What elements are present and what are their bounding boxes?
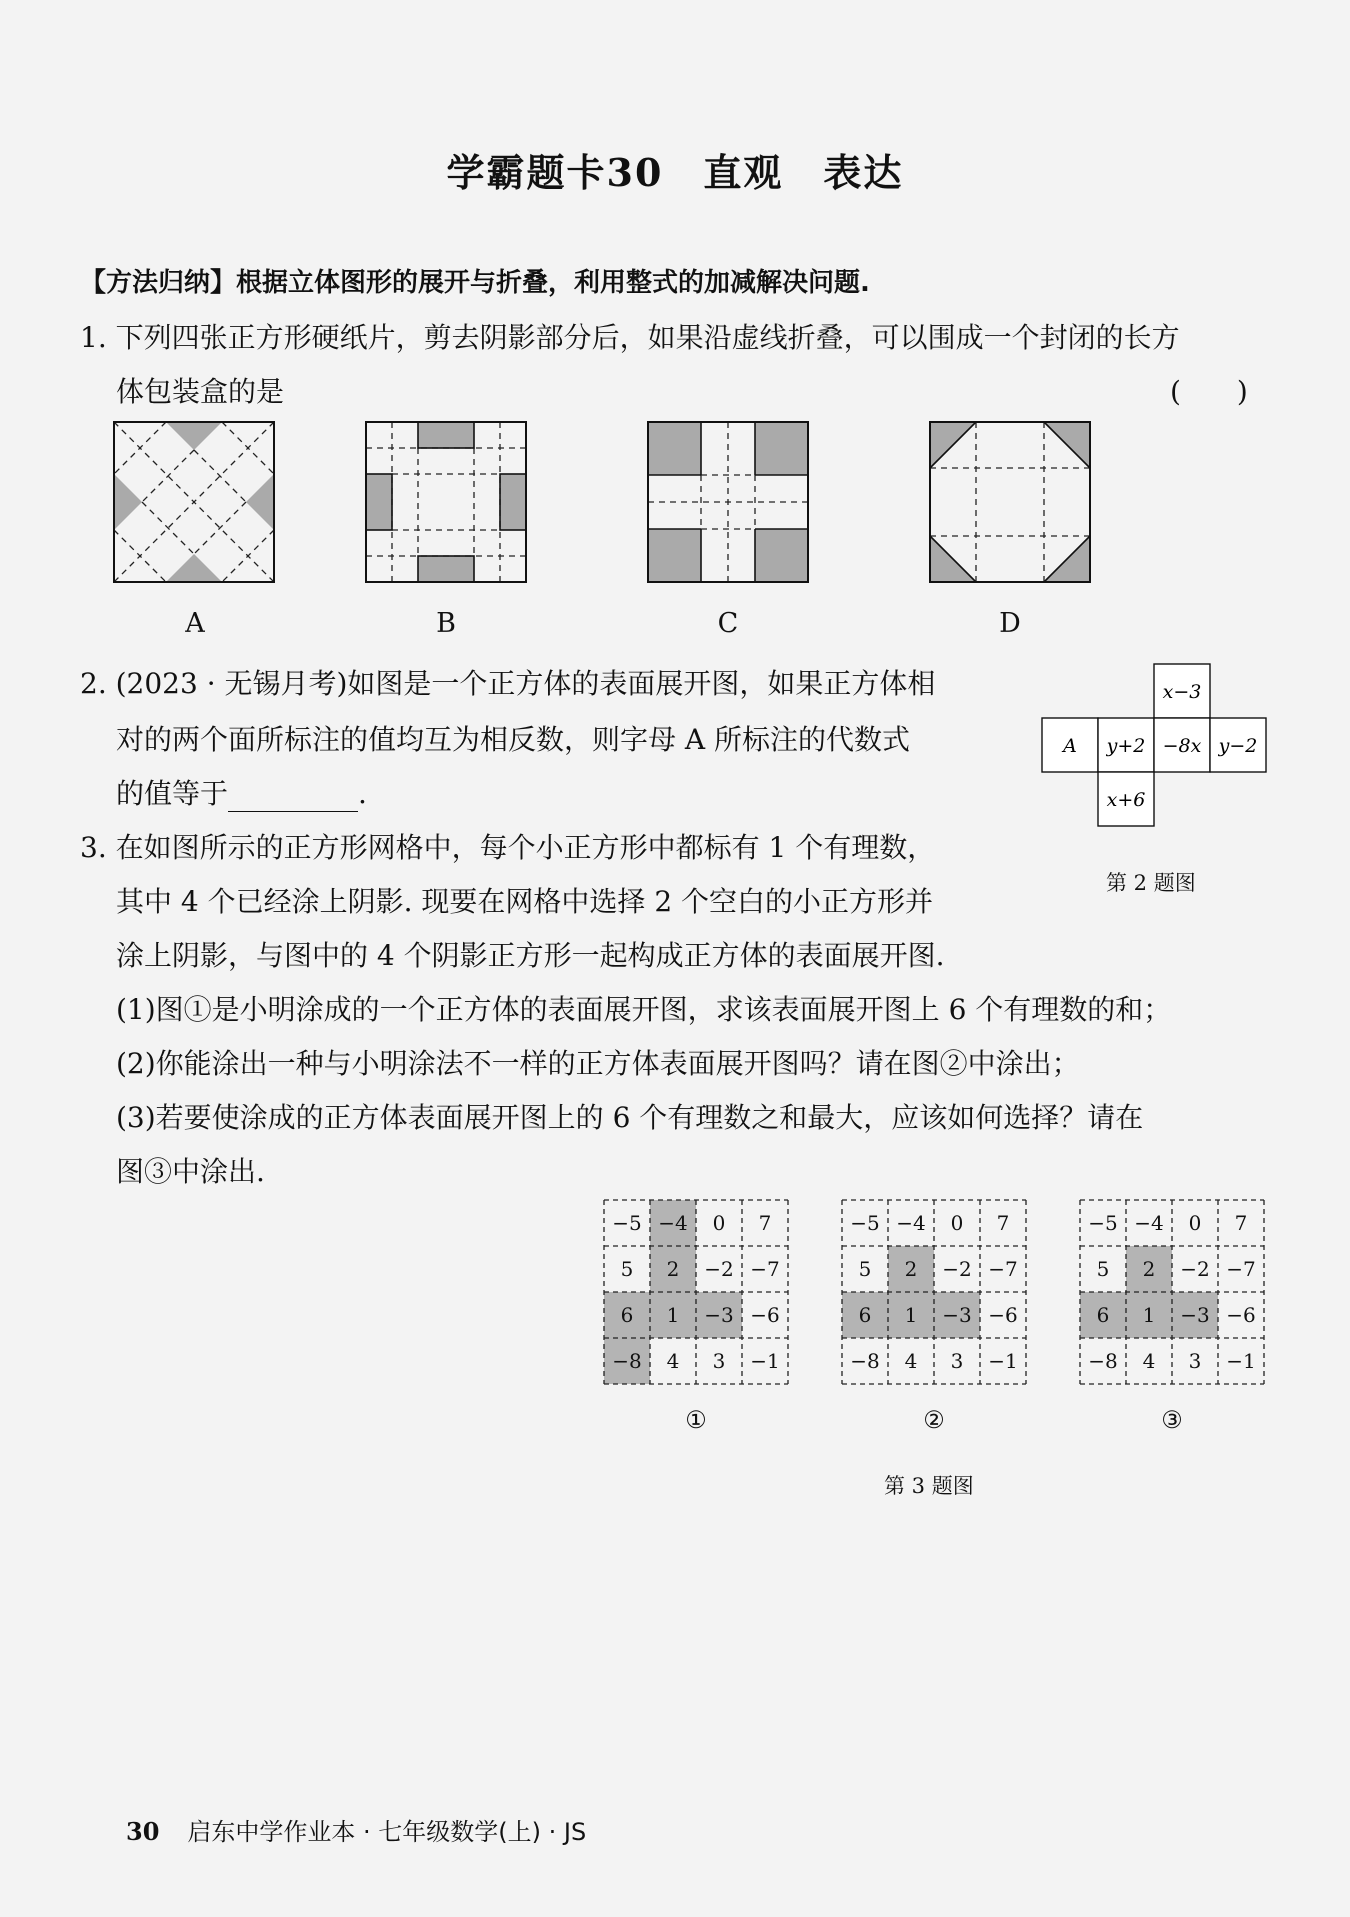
grid-cell-value[interactable]: 7	[996, 1211, 1010, 1235]
q3-line1: 3. 在如图所示的正方形网格中，每个小正方形中都标有 1 个有理数，	[80, 831, 936, 864]
page-footer	[126, 1812, 586, 1847]
book-title: 启东中学作业本 · 七年级数学(上) · JS	[187, 1818, 587, 1846]
q3-grid-3[interactable]	[1078, 1198, 1268, 1388]
page-title: 学霸题卡30 直观 表达	[446, 150, 904, 195]
q3-figure-caption: 第 3 题图	[884, 1474, 974, 1498]
grid-cell-value: −6	[750, 1303, 780, 1327]
grid-cell-value[interactable]: −1	[988, 1349, 1018, 1373]
grid-cell-value[interactable]: −6	[1226, 1303, 1256, 1327]
grid-cell-value[interactable]: −2	[942, 1257, 972, 1281]
q1-figure-d	[928, 420, 1092, 584]
grid-cell-value: 4	[666, 1349, 680, 1373]
q3-line3: 涂上阴影，与图中的 4 个阴影正方形一起构成正方体的表面展开图.	[116, 939, 945, 972]
grid-cell-value: −8	[612, 1349, 642, 1373]
q3-part3b: 图③中涂出.	[116, 1155, 265, 1188]
grid-cell-value[interactable]: −3	[942, 1303, 972, 1327]
grid-cell-value[interactable]: −4	[896, 1211, 926, 1235]
grid-cell-value[interactable]: 5	[858, 1257, 872, 1281]
grid-cell-value[interactable]: −4	[1134, 1211, 1164, 1235]
grid-cell-value: 0	[712, 1211, 726, 1235]
net-label-neg-8x: −8x	[1162, 735, 1202, 757]
grid-cell-value[interactable]: 5	[1096, 1257, 1110, 1281]
q3-grid-2-label: ②	[923, 1406, 945, 1434]
grid-cell-value[interactable]: 4	[1142, 1349, 1156, 1373]
grid-cell-value: 5	[620, 1257, 634, 1281]
grid-cell-value[interactable]: 3	[1188, 1349, 1202, 1373]
grid-cell-value[interactable]: 0	[1188, 1211, 1202, 1235]
grid-cell-value: −1	[750, 1349, 780, 1373]
q1-option-b-label: B	[436, 608, 456, 639]
grid-cell-value: −4	[658, 1211, 688, 1235]
method-summary: 【方法归纳】根据立体图形的展开与折叠，利用整式的加减解决问题.	[80, 268, 870, 298]
q2-answer-blank[interactable]	[228, 785, 358, 812]
net-bottom-label: x+6	[1106, 789, 1146, 811]
grid-cell-value[interactable]: 4	[904, 1349, 918, 1373]
grid-cell-value[interactable]: 2	[1142, 1257, 1156, 1281]
grid-cell-value[interactable]: −5	[850, 1211, 880, 1235]
grid-cell-value[interactable]: 6	[1096, 1303, 1110, 1327]
grid-cell-value[interactable]: −1	[1226, 1349, 1256, 1373]
q1-option-c-label: C	[717, 608, 739, 639]
net-label-y-plus-2: y+2	[1106, 735, 1146, 757]
net-label-a: A	[1063, 735, 1077, 757]
grid-cell-value: 1	[666, 1303, 680, 1327]
q3-part1: (1)图①是小明涂成的一个正方体的表面展开图，求该表面展开图上 6 个有理数的和；	[116, 993, 1172, 1026]
grid-cell-value[interactable]: 1	[904, 1303, 918, 1327]
q3-part3a: (3)若要使涂成的正方体表面展开图上的 6 个有理数之和最大，应该如何选择？请在	[116, 1101, 1144, 1134]
net-label-y-minus-2: y−2	[1218, 735, 1258, 757]
grid-cell-value[interactable]: 1	[1142, 1303, 1156, 1327]
q1-answer-paren: ( )	[1170, 375, 1248, 408]
grid-cell-value[interactable]: −2	[1180, 1257, 1210, 1281]
grid-cell-value[interactable]: 3	[950, 1349, 964, 1373]
page-number: 30	[126, 1817, 160, 1846]
grid-cell-value: 6	[620, 1303, 634, 1327]
q3-grid-2[interactable]	[840, 1198, 1030, 1388]
q3-grid-1-label: ①	[685, 1406, 707, 1434]
q1-line1: 1. 下列四张正方形硬纸片，剪去阴影部分后，如果沿虚线折叠，可以围成一个封闭的长方	[80, 321, 1180, 354]
q2-line1: 2. (2023 · 无锡月考)如图是一个正方体的表面展开图，如果正方体相	[80, 667, 936, 700]
grid-cell-value: −2	[704, 1257, 734, 1281]
grid-cell-value: 7	[758, 1211, 772, 1235]
q2-line2: 对的两个面所标注的值均互为相反数，则字母 A 所标注的代数式	[116, 723, 911, 756]
q3-line2: 其中 4 个已经涂上阴影. 现要在网格中选择 2 个空白的小正方形并	[116, 885, 934, 918]
q1-option-a-label: A	[185, 608, 205, 639]
q3-grid-1	[602, 1198, 792, 1388]
grid-cell-value[interactable]: 6	[858, 1303, 872, 1327]
grid-cell-value: −7	[750, 1257, 780, 1281]
q1-line2: 体包装盒的是	[116, 375, 285, 408]
grid-cell-value[interactable]: −7	[988, 1257, 1018, 1281]
grid-cell-value: −3	[704, 1303, 734, 1327]
q2-figure-caption: 第 2 题图	[1106, 871, 1196, 895]
grid-cell-value[interactable]: −3	[1180, 1303, 1210, 1327]
q1-figure-a	[112, 420, 276, 584]
grid-cell-value: 2	[666, 1257, 680, 1281]
grid-cell-value[interactable]: −8	[850, 1349, 880, 1373]
net-top-label: x−3	[1162, 681, 1202, 703]
grid-cell-value: −5	[612, 1211, 642, 1235]
grid-cell-value[interactable]: 2	[904, 1257, 918, 1281]
grid-cell-value[interactable]: 7	[1234, 1211, 1248, 1235]
q2-cube-net	[1040, 662, 1270, 832]
grid-cell-value: 3	[712, 1349, 726, 1373]
q2-line3: 的值等于 .	[116, 777, 367, 810]
q3-part2: (2)你能涂出一种与小明涂法不一样的正方体表面展开图吗？请在图②中涂出；	[116, 1047, 1080, 1080]
q1-figure-b	[364, 420, 528, 584]
grid-cell-value[interactable]: −6	[988, 1303, 1018, 1327]
q1-option-d-label: D	[999, 608, 1021, 639]
grid-cell-value[interactable]: −7	[1226, 1257, 1256, 1281]
grid-cell-value[interactable]: 0	[950, 1211, 964, 1235]
q1-figure-c	[646, 420, 810, 584]
q3-grid-3-label: ③	[1161, 1406, 1183, 1434]
grid-cell-value[interactable]: −5	[1088, 1211, 1118, 1235]
grid-cell-value[interactable]: −8	[1088, 1349, 1118, 1373]
